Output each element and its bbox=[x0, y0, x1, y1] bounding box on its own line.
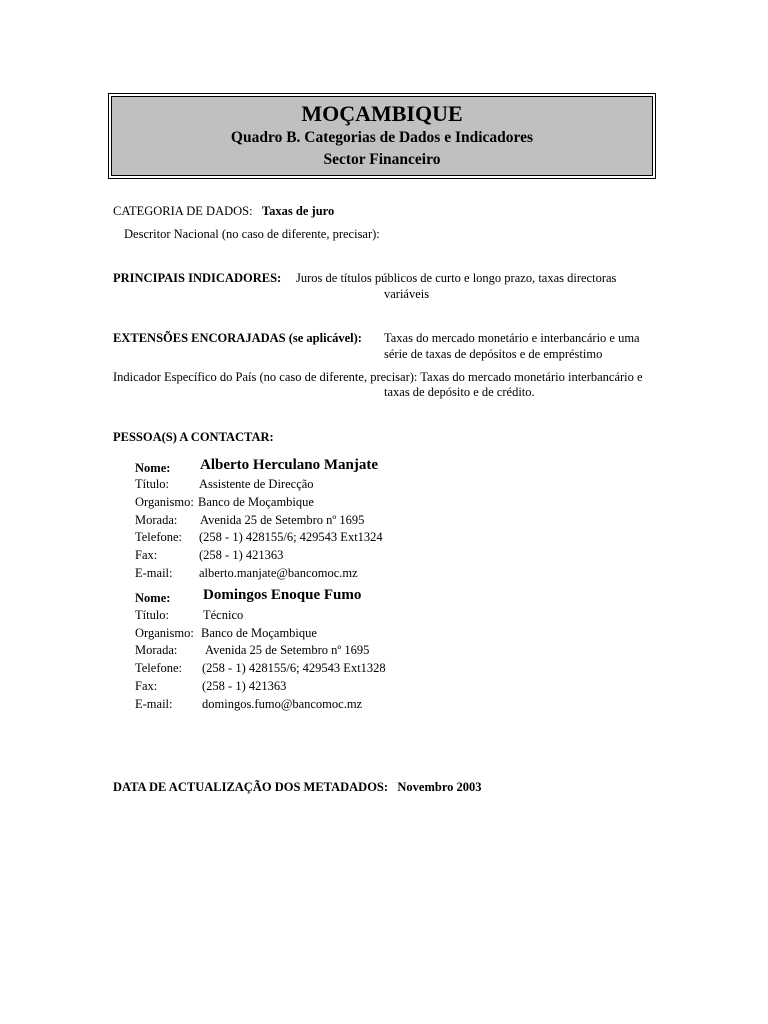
update-value: Novembro 2003 bbox=[397, 780, 482, 794]
contact1-organism: Banco de Moçambique bbox=[198, 495, 314, 509]
encouraged-extensions-label: EXTENSÕES ENCORAJADAS (se aplicável): bbox=[113, 331, 362, 345]
contact2-address: Avenida 25 de Setembro nº 1695 bbox=[205, 643, 370, 657]
data-category-value: Taxas de juro bbox=[261, 204, 335, 218]
contact2-address-label: Morada: bbox=[135, 643, 178, 657]
contact2-organism-label: Organismo: bbox=[135, 626, 194, 640]
contact1-name: Alberto Herculano Manjate bbox=[200, 457, 379, 473]
sector-title: Sector Financeiro bbox=[323, 151, 441, 168]
data-category-colon: : bbox=[249, 204, 253, 218]
contact2-email-label: E-mail: bbox=[135, 697, 173, 711]
data-category-row bbox=[113, 203, 334, 220]
contact1-email: alberto.manjate@bancomoc.mz bbox=[199, 566, 358, 580]
contact1-title-label: Título: bbox=[135, 477, 170, 491]
header-panel bbox=[111, 96, 653, 176]
contact1-phone-label: Telefone: bbox=[135, 530, 183, 544]
update-label: DATA DE ACTUALIZAÇÃO DOS METADADOS: bbox=[113, 780, 389, 794]
contact1-address-label: Morada: bbox=[135, 513, 178, 527]
contact2-fax-label: Fax: bbox=[135, 679, 158, 693]
contact2-email: domingos.fumo@bancomoc.mz bbox=[202, 697, 363, 711]
contact2-phone-label: Telefone: bbox=[135, 661, 183, 675]
contacts-label: PESSOA(S) A CONTACTAR: bbox=[113, 430, 274, 444]
header-box bbox=[108, 93, 656, 179]
contact1-address: Avenida 25 de Setembro nº 1695 bbox=[200, 513, 365, 527]
country-title: MOÇAMBIQUE bbox=[301, 101, 463, 126]
contact2-name: Domingos Enoque Fumo bbox=[203, 587, 362, 603]
country-indicator-line2: taxas de depósito e de crédito. bbox=[384, 385, 535, 399]
contact2-phone: (258 - 1) 428155/6; 429543 Ext1328 bbox=[202, 661, 386, 675]
table-subtitle: Quadro B. Categorias de Dados e Indicadores bbox=[230, 129, 534, 146]
national-descriptor: Descritor Nacional (no caso de diferente, precisar): bbox=[124, 227, 380, 241]
main-indicators-line1: Juros de títulos públicos de curto e longo prazo, taxas directoras bbox=[296, 271, 617, 285]
contact2-organism: Banco de Moçambique bbox=[201, 626, 317, 640]
main-indicators-line2: variáveis bbox=[384, 287, 430, 301]
contact1-phone: (258 - 1) 428155/6; 429543 Ext1324 bbox=[199, 530, 383, 544]
contact2-name-label: Nome: bbox=[135, 591, 171, 605]
contact1-email-label: E-mail: bbox=[135, 566, 173, 580]
contact1-name-label: Nome: bbox=[135, 461, 171, 475]
main-indicators-label: PRINCIPAIS INDICADORES: bbox=[113, 271, 282, 285]
contact1-title: Assistente de Direcção bbox=[199, 477, 314, 491]
encouraged-extensions-line1: Taxas do mercado monetário e interbancário e uma bbox=[384, 331, 640, 345]
country-indicator-line1: Indicador Específico do País (no caso de diferente, precisar): Taxas do mercado monetário interbancário e bbox=[113, 370, 643, 384]
contact2-title: Técnico bbox=[203, 608, 244, 622]
encouraged-extensions-line2: série de taxas de depósitos e de empréstimo bbox=[384, 347, 603, 361]
contact1-organism-label: Organismo: bbox=[135, 495, 194, 509]
contact2-fax: (258 - 1) 421363 bbox=[202, 679, 287, 693]
contact1-fax: (258 - 1) 421363 bbox=[199, 548, 284, 562]
contact1-fax-label: Fax: bbox=[135, 548, 158, 562]
data-category-label: CATEGORIA DE DADOS bbox=[113, 204, 250, 218]
update-row bbox=[113, 779, 482, 796]
contact2-title-label: Título: bbox=[135, 608, 170, 622]
